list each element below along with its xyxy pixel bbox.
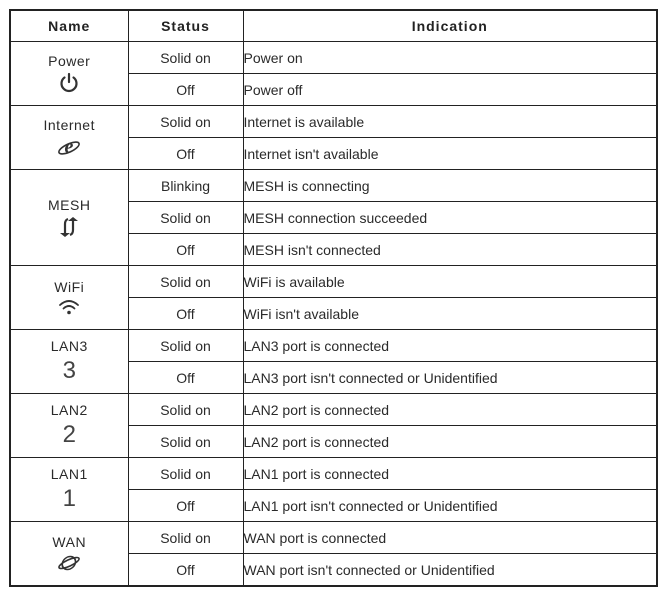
led-name: LAN3 <box>50 338 88 354</box>
led-name-cell <box>10 106 128 170</box>
table-row <box>10 42 657 74</box>
led-indicator-table <box>9 9 658 587</box>
status-cell: Blinking <box>128 170 243 202</box>
status-cell: Solid on <box>128 330 243 362</box>
lan-port-number: 1 <box>62 485 76 512</box>
indication-cell: MESH isn't connected <box>243 234 657 266</box>
status-cell: Solid on <box>128 42 243 74</box>
header-status: Status <box>128 10 243 42</box>
status-cell: Off <box>128 74 243 106</box>
status-cell: Solid on <box>128 266 243 298</box>
led-name-cell <box>10 266 128 330</box>
status-cell: Solid on <box>128 458 243 490</box>
status-cell: Off <box>128 234 243 266</box>
table-row <box>10 330 657 362</box>
indication-cell: MESH connection succeeded <box>243 202 657 234</box>
status-cell: Off <box>128 490 243 522</box>
indication-cell: LAN1 port isn't connected or Unidentified <box>243 490 657 522</box>
lan-port-number: 2 <box>62 421 76 448</box>
table-row <box>10 522 657 554</box>
status-cell: Off <box>128 298 243 330</box>
wifi-icon <box>11 298 128 316</box>
lan-port-number: 3 <box>62 357 76 384</box>
table-row <box>10 266 657 298</box>
indication-cell: LAN2 port is connected <box>243 426 657 458</box>
table-row <box>10 170 657 202</box>
svg-text:e: e <box>64 136 74 158</box>
header-indication: Indication <box>243 10 657 42</box>
indication-cell: WAN port isn't connected or Unidentified <box>243 554 657 587</box>
led-name-cell <box>10 170 128 266</box>
indication-cell: MESH is connecting <box>243 170 657 202</box>
led-name: WiFi <box>54 279 85 295</box>
led-name: WAN <box>52 534 87 550</box>
indication-cell: LAN1 port is connected <box>243 458 657 490</box>
led-name: Power <box>48 53 91 69</box>
table-row <box>10 106 657 138</box>
indication-cell: LAN2 port is connected <box>243 394 657 426</box>
led-name-cell <box>10 522 128 587</box>
status-cell: Off <box>128 362 243 394</box>
table-row <box>10 394 657 426</box>
indication-cell: LAN3 port isn't connected or Unidentified <box>243 362 657 394</box>
led-name-cell <box>10 42 128 106</box>
indication-cell: LAN3 port is connected <box>243 330 657 362</box>
status-cell: Solid on <box>128 202 243 234</box>
led-name: LAN1 <box>50 466 88 482</box>
header-name: Name <box>10 10 128 42</box>
status-cell: Off <box>128 138 243 170</box>
indication-cell: WiFi is available <box>243 266 657 298</box>
table-row <box>10 458 657 490</box>
indication-cell: Internet is available <box>243 106 657 138</box>
status-cell: Solid on <box>128 426 243 458</box>
status-cell: Off <box>128 554 243 587</box>
internet-icon <box>11 136 128 158</box>
indication-cell: Power on <box>243 42 657 74</box>
status-cell: Solid on <box>128 106 243 138</box>
wan-globe-icon <box>11 553 128 573</box>
status-cell: Solid on <box>128 394 243 426</box>
led-name: MESH <box>48 197 91 213</box>
mesh-arrows-icon <box>11 216 128 238</box>
status-cell: Solid on <box>128 522 243 554</box>
indication-cell: WiFi isn't available <box>243 298 657 330</box>
power-icon <box>11 72 128 94</box>
led-name-cell <box>10 458 128 522</box>
indication-cell: Internet isn't available <box>243 138 657 170</box>
led-name-cell <box>10 394 128 458</box>
indication-cell: Power off <box>243 74 657 106</box>
led-name: Internet <box>43 117 95 133</box>
led-name-cell <box>10 330 128 394</box>
header-row <box>10 10 657 42</box>
indication-cell: WAN port is connected <box>243 522 657 554</box>
led-name: LAN2 <box>50 402 88 418</box>
